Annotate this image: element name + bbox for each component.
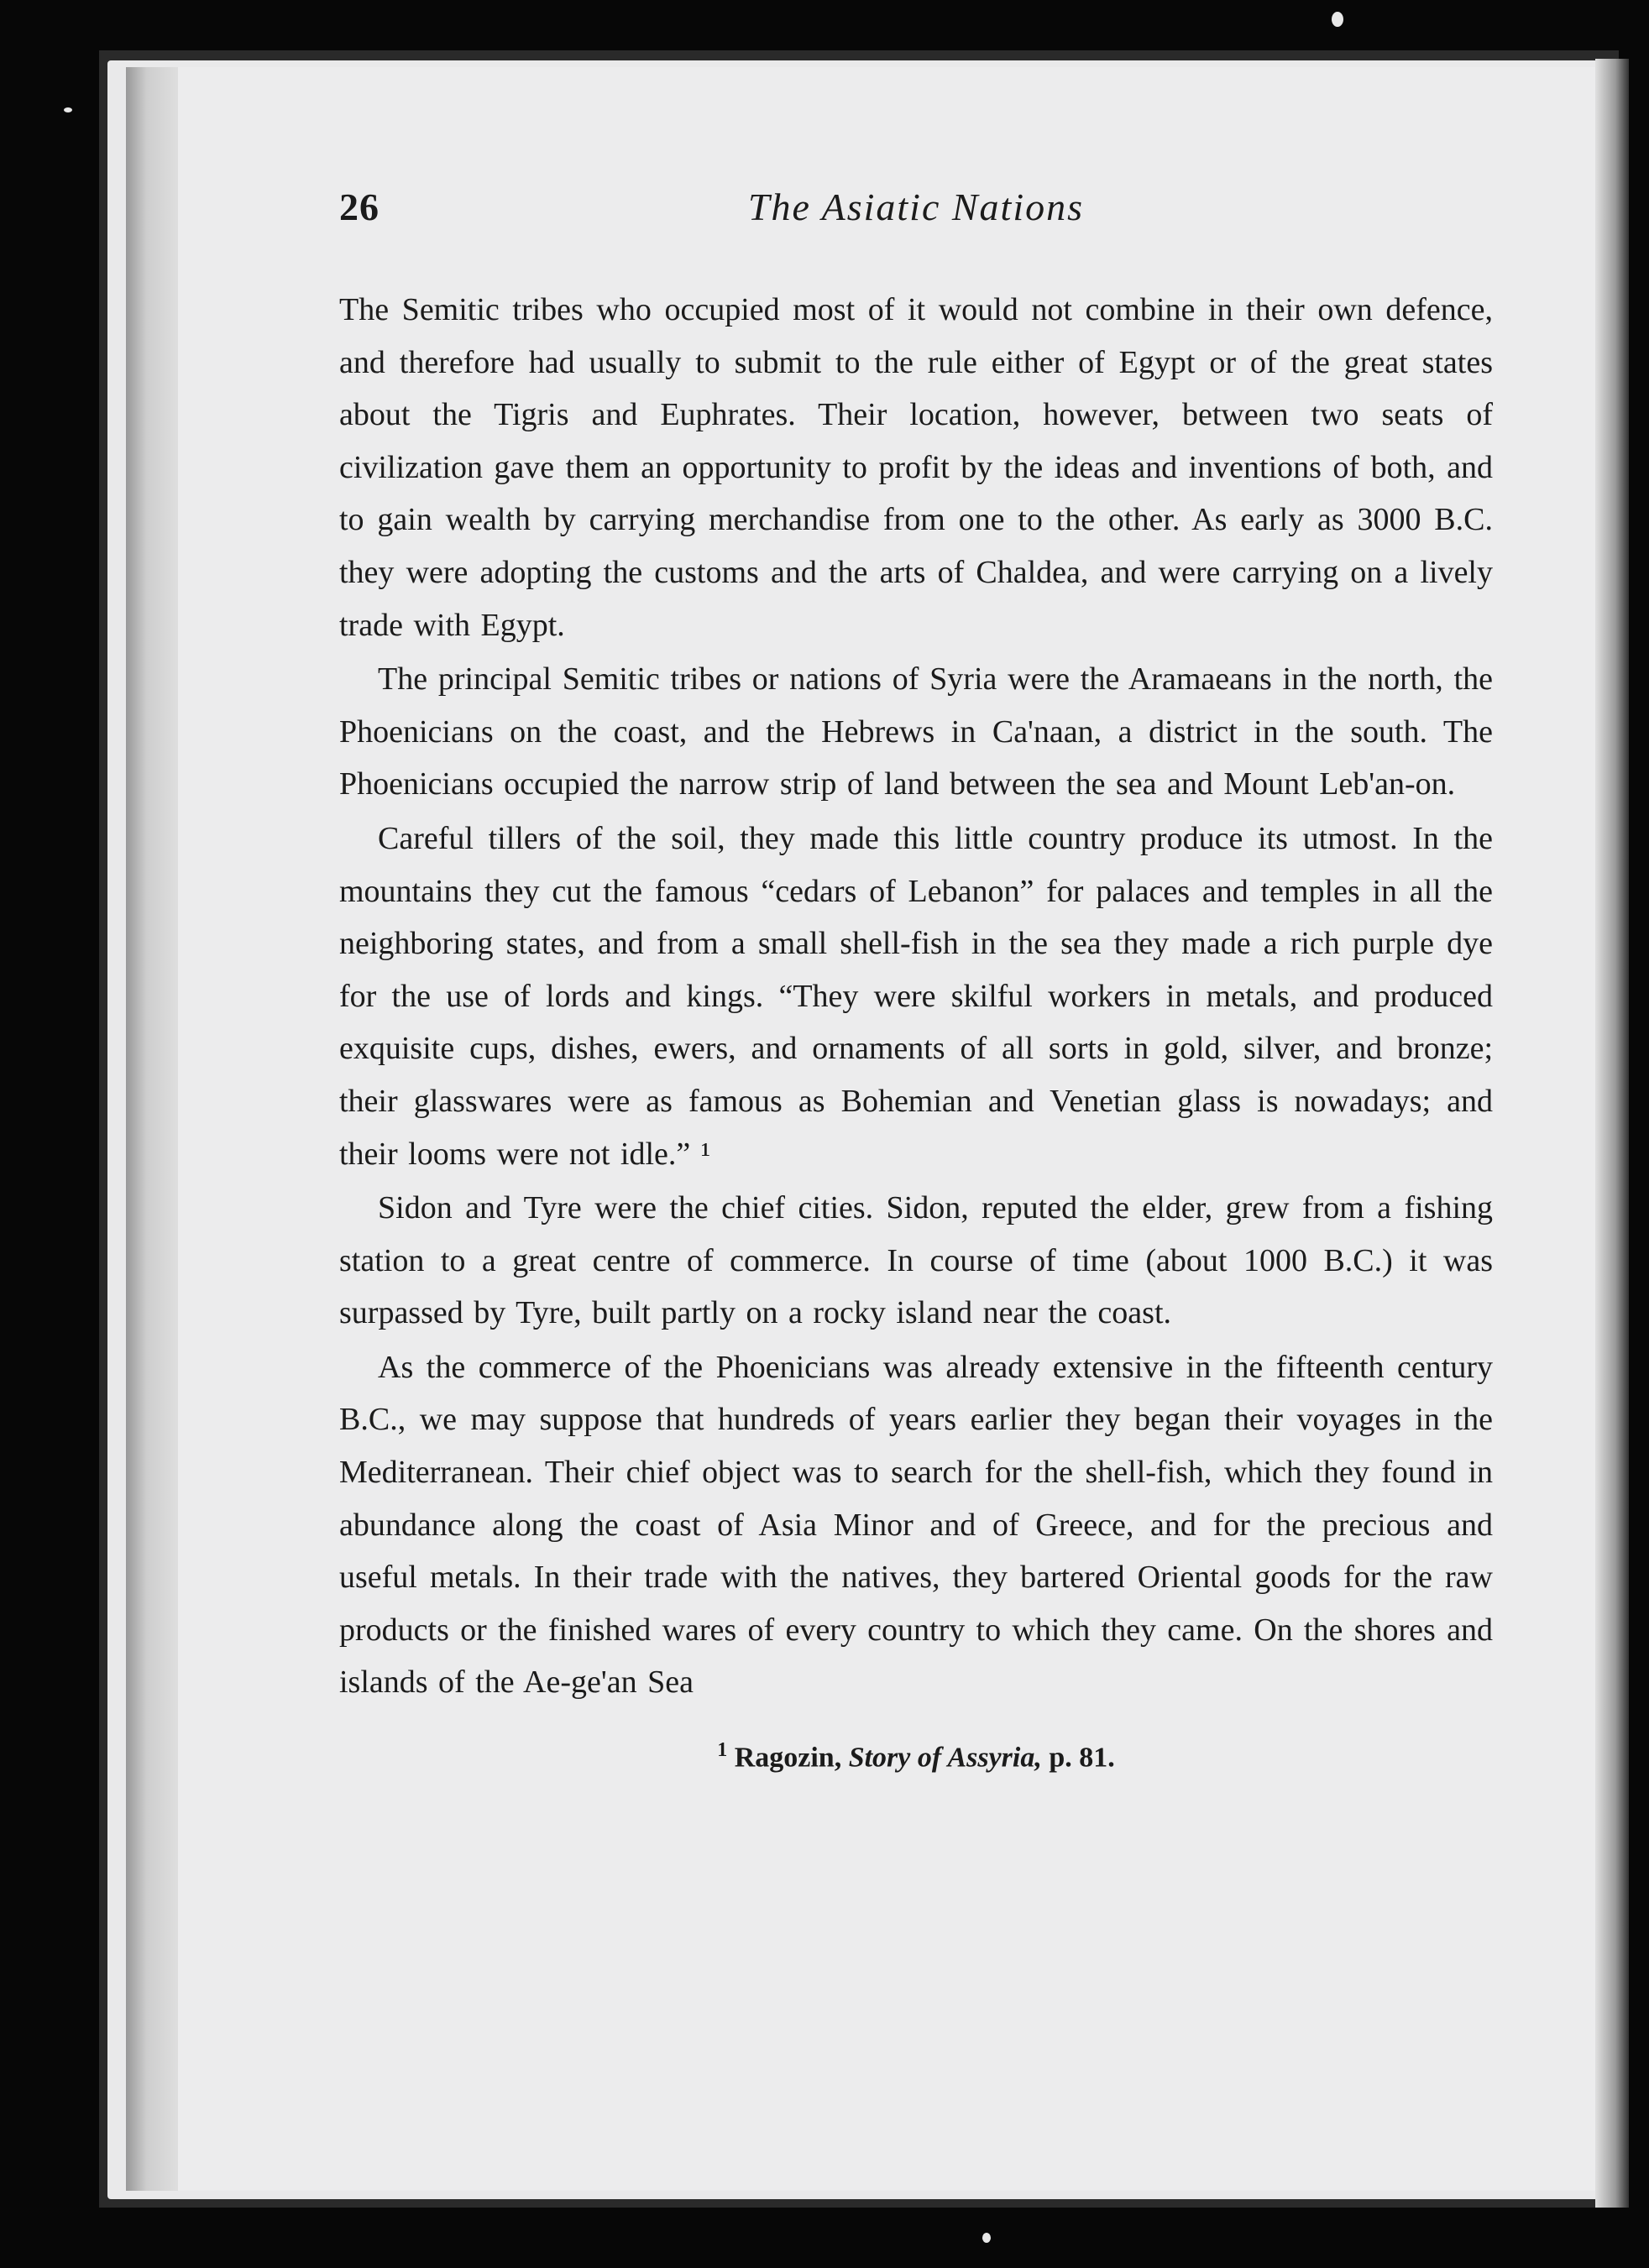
paragraph: Careful tillers of the soil, they made this little country produce its utmost. In the mountains they cut the famous “cedars of Lebanon” for palaces and temples in all the neighboring states, and from a small shell-fish in the sea they made a rich purple dye for the use of lords and kings. “They were skilful workers in metals, and produced exquisite cups, dishes, ewers, and ornaments of all sorts in gold, silver, and bronze; their glasswares were as famous as Bohemian and Venetian glass is nowadays; and their looms were not idle.” ¹ <box>339 820 1493 1172</box>
scan-speck <box>982 2233 991 2243</box>
scan-speck <box>64 107 72 112</box>
footnote-marker: 1 <box>717 1739 728 1762</box>
footnote-title: Story of Assyria, <box>848 1742 1042 1774</box>
paragraph: As the commerce of the Phoenicians was already extensive in the fifteenth century B.C., we may suppose that hundreds of years earlier they began their voyages in the Mediterranean. Their chief object was to search for the shell-fish, which they found in abundance along the coast of Asia Minor and of Greece, and for the precious and useful metals. In their trade with the natives, they bartered Oriental goods for the raw products or the finished wares of every country to which they came. On the shores and islands of the Ae-ge'an Sea <box>339 1349 1493 1701</box>
running-title: The Asiatic Nations <box>747 186 1085 228</box>
paragraph: The principal Semitic tribes or nations of Syria were the Aramaeans in the north, the Phoenicians on the coast, and the Hebrews in Ca'naan, a district in the south. The Phoenicians occupied the narrow strip of land between the sea and Mount Leb'an-on. <box>339 661 1493 802</box>
page-binding-gutter <box>126 67 178 2191</box>
footnote-page: p. 81. <box>1049 1742 1115 1774</box>
scan-speck <box>1332 12 1343 27</box>
paragraph: Sidon and Tyre were the chief cities. Sidon, reputed the elder, grew from a fishing station to a great centre of commerce. In course of time (about 1000 B.C.) it was surpassed by Tyre, built partly on a rocky island near the coast. <box>339 1190 1493 1331</box>
running-head <box>339 185 1493 243</box>
footnote <box>339 1739 1493 1774</box>
paragraph: The Semitic tribes who occupied most of it would not combine in their own defence, and therefore had usually to submit to the rule either of Egypt or of the great states about the Tigris and Euphrates. Their location, however, between two seats of civilization gave them an opportunity to profit by the ideas and inventions of both, and to gain wealth by carrying merchandise from one to the other. As early as 3000 B.C. they were adopting the customs and the arts of Chaldea, and were carrying on a lively trade with Egypt. <box>339 292 1493 643</box>
page-right-edge <box>1595 59 1629 2208</box>
page-number: 26 <box>339 186 380 228</box>
footnote-author: Ragozin, <box>734 1742 842 1774</box>
page-text-block <box>339 185 1493 1774</box>
